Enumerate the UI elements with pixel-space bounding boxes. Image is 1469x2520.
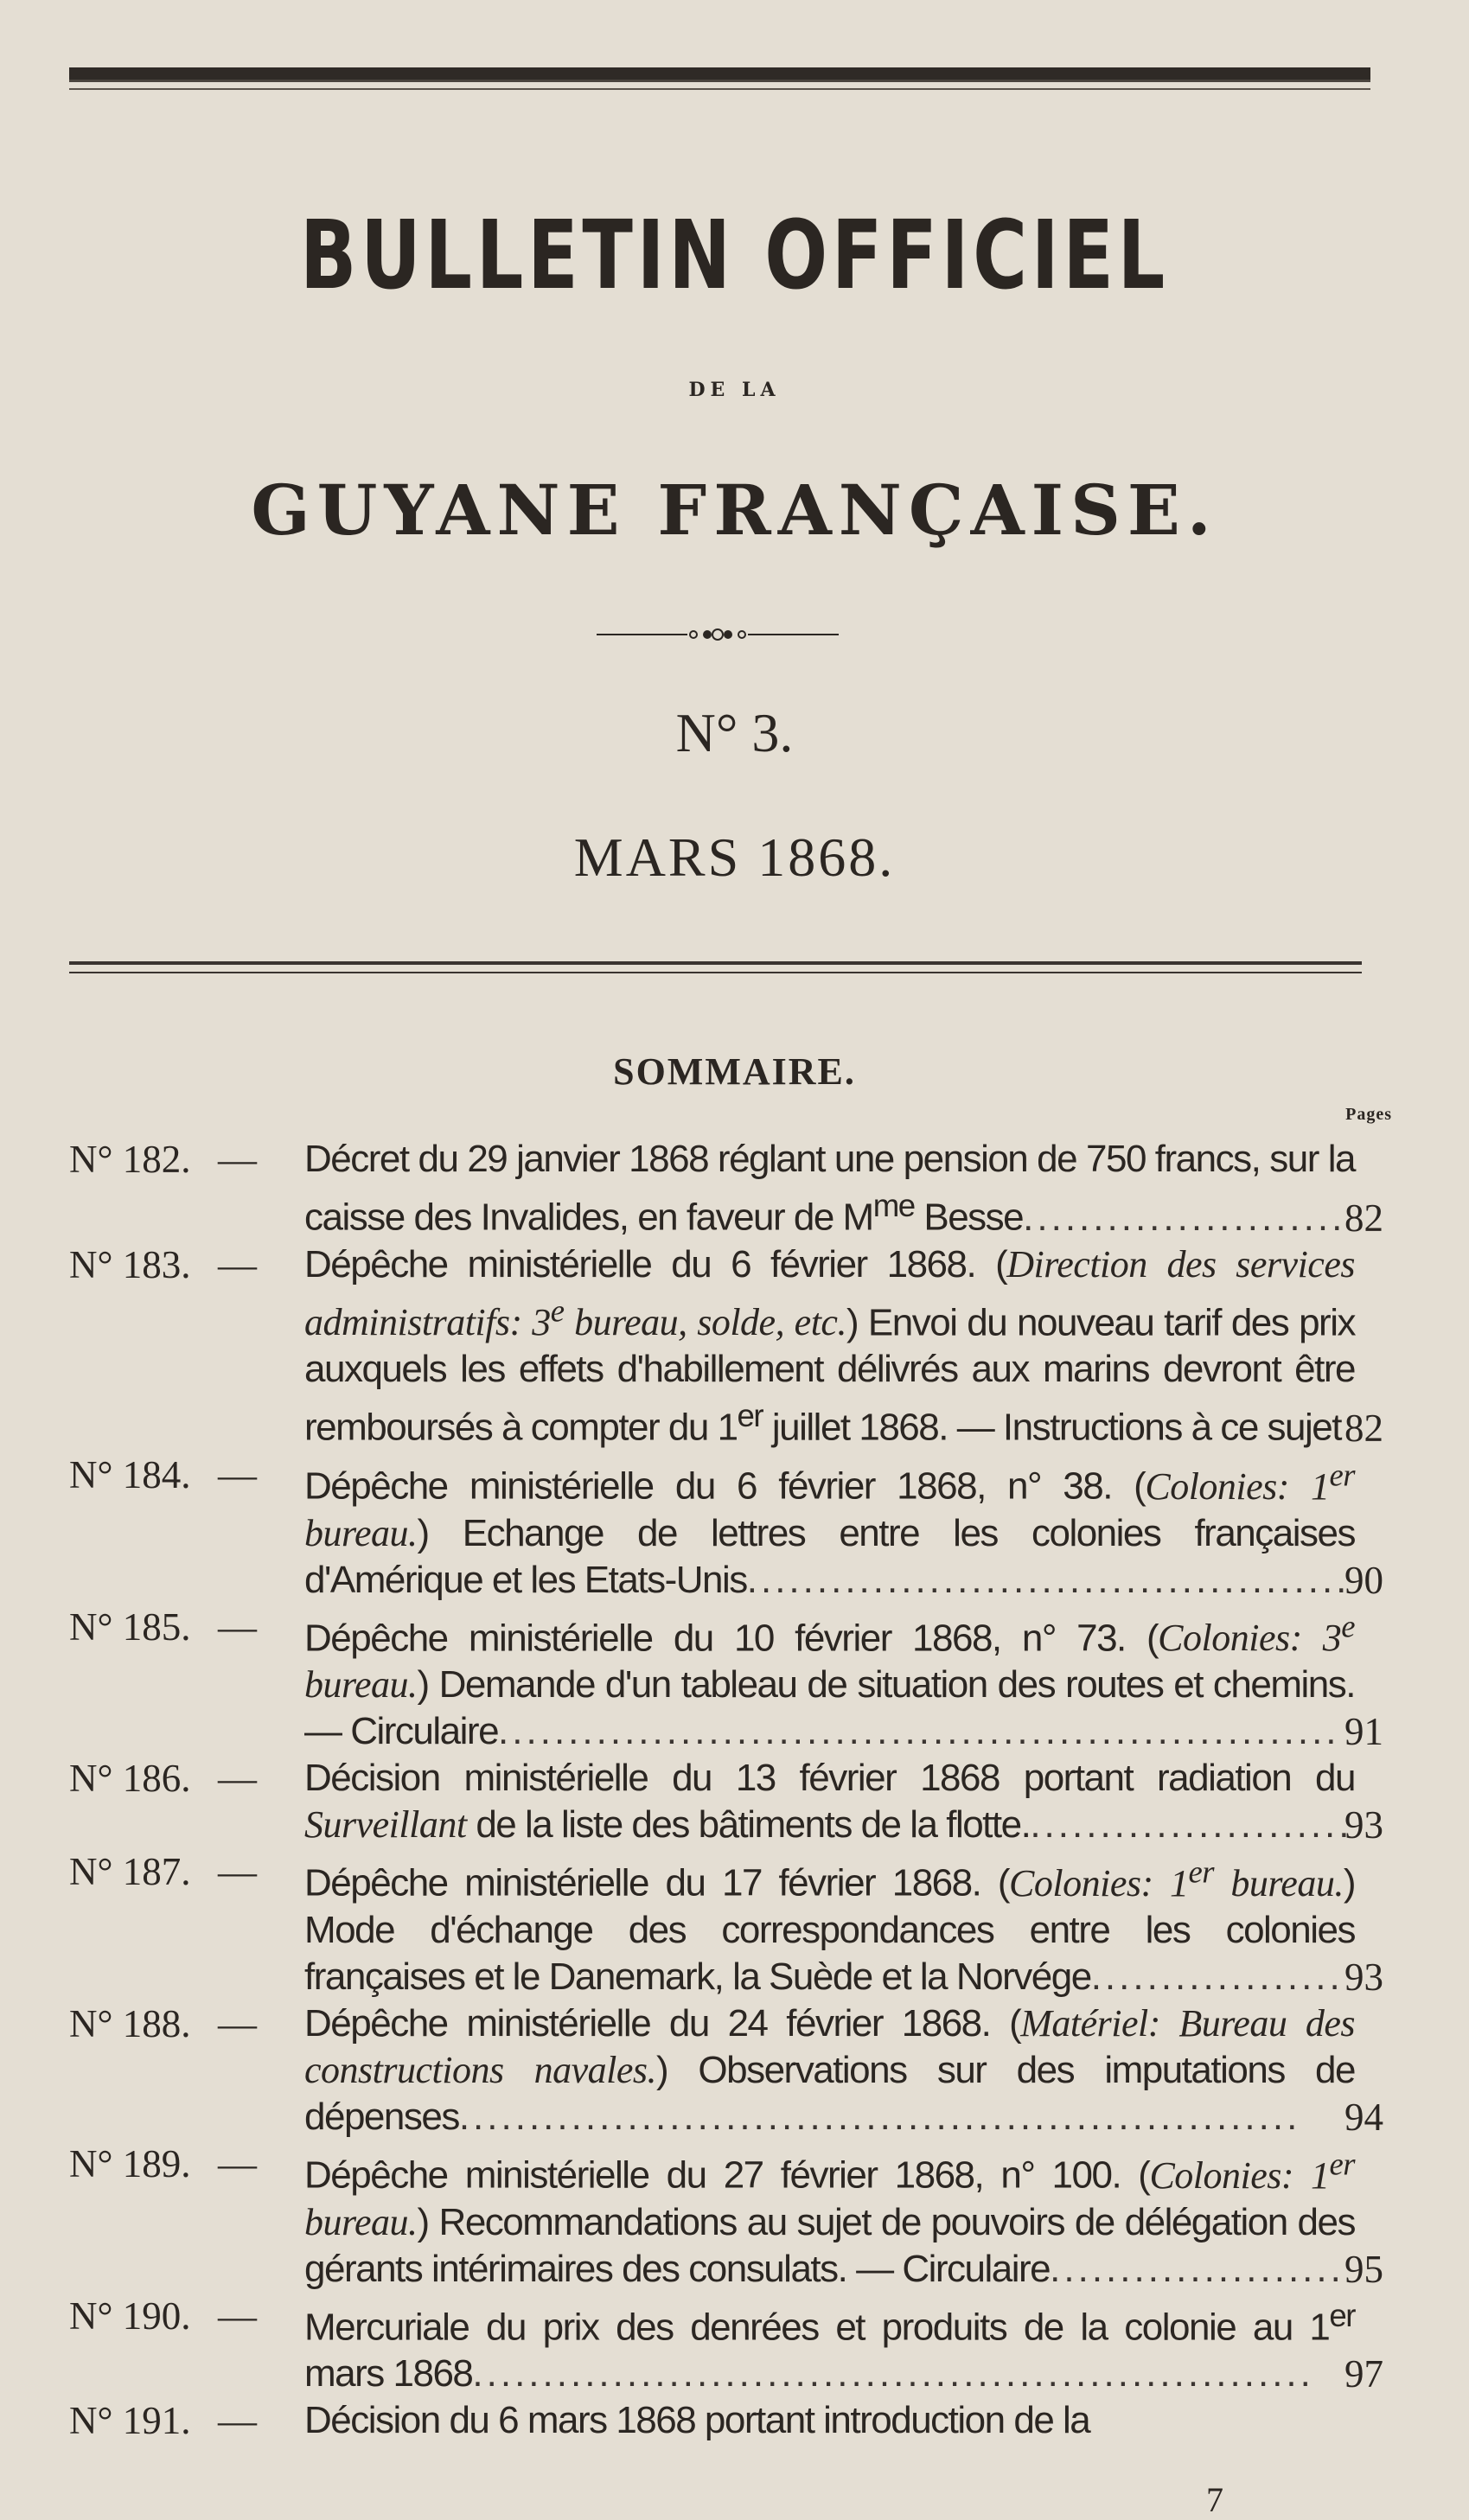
entry-text: Dépêche ministérielle du 27 février 1868, n° 100. (Colonies: 1er bureau.) Recommandations au sujet de pouvoirs de délégation des gérants intérimaires des consulats. — Circulaire.....................	[304, 2145, 1355, 2290]
ornament-divider-icon	[597, 624, 839, 645]
summary-entry	[69, 1136, 1383, 1241]
entry-text: Dépêche ministérielle du 24 février 1868. (Matériel: Bureau des constructions navales.) Observations sur des imputations de dépenses............................................................	[304, 2001, 1355, 2138]
entry-page-number: 94	[1344, 2095, 1383, 2139]
dot-leader: ............................................................	[458, 2095, 1301, 2138]
entry-text: Dépêche ministérielle du 6 février 1868. (Direction des services administratifs: 3e bureau, solde, etc.) Envoi du nouveau tarif des prix auxquels les effets d'habillement délivrés aux marins devront être remboursés à compter du 1er juillet 1868. — Instructions à ce sujet	[304, 1242, 1355, 1449]
entry-number: N° 190.	[69, 2294, 191, 2338]
section-rule	[69, 961, 1362, 965]
entry-page-number: 82	[1344, 1406, 1383, 1450]
entry-number: N° 182.	[69, 1138, 191, 1181]
summary-entry	[69, 2397, 1383, 2444]
entry-dash: —	[218, 2141, 257, 2185]
entry-page-number: 91	[1344, 1710, 1383, 1754]
entry-page-number: 93	[1344, 1803, 1383, 1847]
summary-list	[69, 1136, 1383, 2444]
summary-entry	[69, 1604, 1383, 1756]
issue-number: N° 3.	[675, 702, 794, 763]
entry-text: Dépêche ministérielle du 17 février 1868. (Colonies: 1er bureau.) Mode d'échange des correspondances entre les colonies françaises et le Danemark, la Suède et la Norvége..................	[304, 1853, 1355, 1998]
entry-number: N° 183.	[69, 1242, 191, 1286]
summary-entry	[69, 1241, 1383, 1451]
entry-page-number: 93	[1344, 1955, 1383, 1999]
dot-leader: ............................................................	[472, 2352, 1314, 2396]
entry-number: N° 186.	[69, 1757, 191, 1801]
entry-number: N° 189.	[69, 2141, 191, 2185]
entry-text: Décret du 29 janvier 1868 réglant une pension de 750 francs, sur la caisse des Invalides, en faveur de $M^{me}$ Besse.......................	[304, 1138, 1355, 1239]
entry-dash: —	[218, 2399, 257, 2443]
entry-dash: —	[218, 1452, 257, 1496]
entry-dash: —	[218, 1138, 257, 1181]
summary-entry	[69, 2140, 1383, 2293]
page-folio: 7	[1206, 2480, 1223, 2519]
section-rule-thin	[69, 972, 1362, 973]
entry-page-number: 95	[1344, 2247, 1383, 2291]
top-rule-thin	[69, 88, 1370, 90]
pages-column-label: Pages	[1345, 1105, 1392, 1124]
entry-dash: —	[218, 1757, 257, 1801]
summary-entry	[69, 2000, 1383, 2140]
top-rule	[69, 67, 1370, 82]
entry-dash: —	[218, 1242, 257, 1286]
summary-entry	[69, 2293, 1383, 2398]
entry-number: N° 185.	[69, 1605, 191, 1649]
entry-page-number: 82	[1344, 1196, 1383, 1240]
entry-number: N° 184.	[69, 1452, 191, 1496]
dot-leader: ..................	[1090, 1955, 1344, 1998]
entry-text: Mercuriale du prix des denrées et produits de la colonie au 1er mars 1868............................................................	[304, 2297, 1355, 2396]
entry-number: N° 191.	[69, 2399, 191, 2443]
dot-leader: ............................................................	[498, 1710, 1340, 1753]
entry-text: Décision du 6 mars 1868 portant introduction de la	[304, 2399, 1090, 2442]
dot-leader: .......................	[1023, 1196, 1346, 1239]
dot-leader: .....................	[1050, 2247, 1344, 2290]
entry-number: N° 188.	[69, 2001, 191, 2045]
summary-entry	[69, 1848, 1383, 2000]
title-connector: DE LA	[688, 379, 781, 401]
entry-dash: —	[218, 1605, 257, 1649]
entry-page-number: 90	[1344, 1558, 1383, 1602]
entry-text: Décision ministérielle du 13 février 1868 portant radiation du Surveillant de la liste des bâtiments de la flotte........................	[304, 1757, 1355, 1847]
dot-leader: ...........................................	[746, 1558, 1351, 1601]
entry-page-number: 97	[1344, 2352, 1383, 2396]
entry-text: Dépêche ministérielle du 10 février 1868, n° 73. (Colonies: 3e bureau.) Demande d'un tableau de situation des routes et chemins. — Circulaire............................................................	[304, 1608, 1355, 1753]
summary-entry	[69, 1451, 1383, 1604]
issue-date: MARS 1868.	[573, 826, 896, 888]
entry-dash: —	[218, 2001, 257, 2045]
entry-dash: —	[218, 2294, 257, 2338]
dot-leader: .......................	[1030, 1803, 1353, 1847]
entry-dash: —	[218, 1850, 257, 1894]
title-bulletin-officiel: BULLETIN OFFICIEL	[300, 200, 1169, 310]
summary-heading: SOMMAIRE.	[613, 1050, 856, 1093]
entry-text: Dépêche ministérielle du 6 février 1868, n° 38. (Colonies: 1er bureau.) Echange de lettres entre les colonies françaises d'Amérique et les Etats-Unis...........................................	[304, 1456, 1355, 1601]
summary-entry	[69, 1755, 1383, 1848]
title-guyane-francaise: GUYANE FRANÇAISE.	[251, 469, 1218, 551]
entry-number: N° 187.	[69, 1850, 191, 1894]
